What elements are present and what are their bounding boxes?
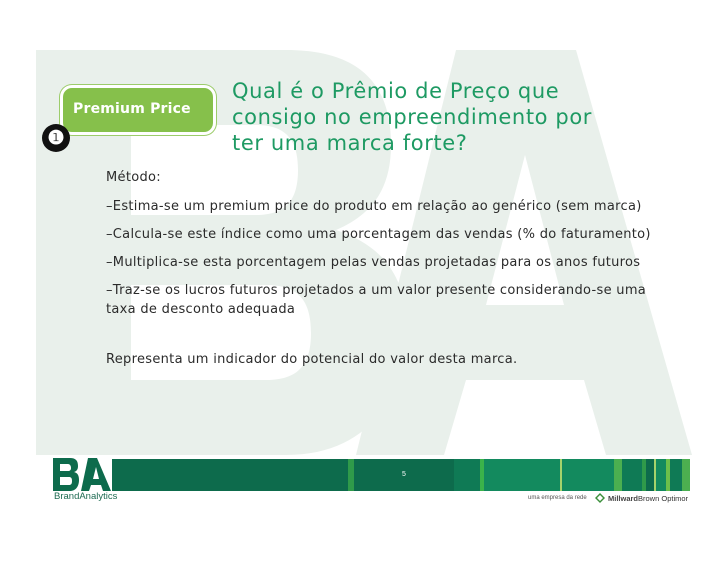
title-line-3: ter uma marca forte?	[232, 131, 468, 155]
bullet-item: –Estima-se um premium price do produto em relação ao genérico (sem marca)	[106, 199, 642, 214]
partner-logo-text-1: Millward	[608, 494, 639, 503]
partner-logo-text-2: Brown Optimor	[638, 494, 689, 503]
title-line-1: Qual é o Prêmio de Preço que	[232, 79, 560, 103]
partner-logo-text	[608, 494, 688, 503]
method-label: Método:	[106, 170, 161, 185]
conclusion-text: Representa um indicador do potencial do valor desta marca.	[106, 352, 518, 367]
page-number: 5	[402, 471, 406, 478]
footer-color-bar	[112, 459, 690, 491]
title-line-2: consigo no empreendimento por	[232, 105, 593, 129]
premium-price-badge	[60, 85, 216, 135]
badge-label: Premium Price	[73, 101, 191, 117]
bullet-item: –Calcula-se este índice como uma porcentagem das vendas (% do faturamento)	[106, 227, 651, 242]
logo-text: BrandAnalytics	[54, 491, 118, 502]
bullet-item: –Multiplica-se esta porcentagem pelas vendas projetadas para os anos futuros	[106, 255, 641, 270]
footer-tagline: uma empresa da rede	[528, 495, 587, 501]
bullet-item-continuation: taxa de desconto adequada	[106, 302, 296, 317]
brand-analytics-logo	[53, 458, 111, 491]
millward-brown-icon	[594, 492, 606, 504]
slide-title	[232, 78, 672, 156]
step-number-circle-icon: ❶	[42, 124, 70, 152]
bullet-item: –Traz-se os lucros futuros projetados a um valor presente considerando-se uma	[106, 283, 647, 298]
